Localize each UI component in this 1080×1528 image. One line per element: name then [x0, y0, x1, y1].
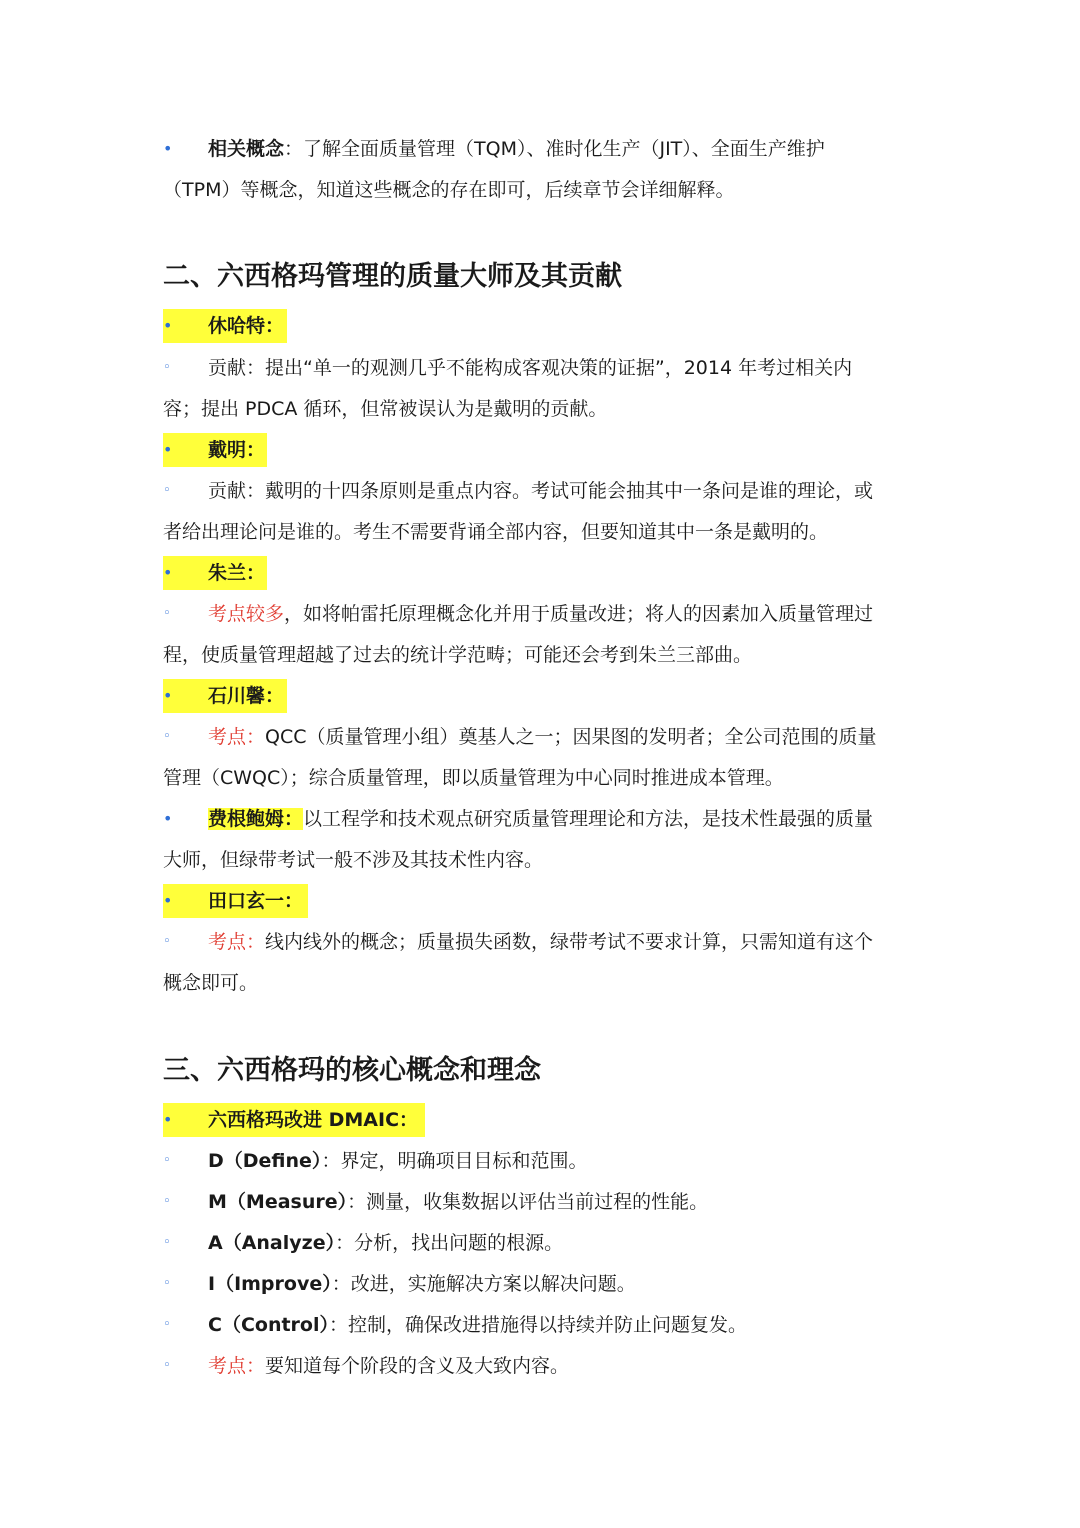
master-name: 休哈特：: [208, 315, 285, 337]
phase-description: ：界定，明确项目目标和范围。: [321, 1150, 588, 1172]
phase-term: C（Control）: [208, 1314, 329, 1336]
contribution-text-continued: 容；提出 PDCA 循环，但常被误认为是戴明的贡献。: [163, 398, 608, 420]
dmaic-title: 六西格玛改进 DMAIC：: [208, 1109, 419, 1131]
bullet-dot: •: [163, 809, 173, 828]
bullet-dot: •: [163, 563, 173, 582]
master-description: 以工程学和技术观点研究质量管理理论和方法，是技术性最强的质量: [303, 808, 874, 830]
bullet-dot: •: [163, 139, 173, 158]
contribution-text: 戴明的十四条原则是重点内容。考试可能会抽其中一条问是谁的理论，或: [265, 480, 874, 502]
bullet-circle: ◦: [163, 1276, 171, 1291]
bullet-dot: •: [163, 891, 173, 910]
section-heading: 三、六西格玛的核心概念和理念: [163, 1055, 541, 1086]
exam-point-label: 考点：: [208, 1355, 266, 1377]
intro-text-continued: （TPM）等概念，知道这些概念的存在即可，后续章节会详细解释。: [163, 179, 735, 201]
bullet-circle: ◦: [163, 606, 171, 621]
exam-point-text: QCC（质量管理小组）奠基人之一；因果图的发明者；全公司范围的质量: [265, 726, 877, 748]
exam-point-text-continued: 管理（CWQC）；综合质量管理，即以质量管理为中心同时推进成本管理。: [163, 767, 784, 789]
exam-point-label: 考点：: [208, 726, 266, 748]
bullet-circle: ◦: [163, 1235, 171, 1250]
master-name: 田口玄一：: [208, 890, 304, 912]
bullet-dot: •: [163, 1110, 173, 1129]
bullet-dot: •: [163, 440, 173, 459]
exam-point-text: 要知道每个阶段的含义及大致内容。: [265, 1355, 570, 1377]
bullet-circle: ◦: [163, 1194, 171, 1209]
master-name: 朱兰：: [208, 562, 266, 584]
contribution-text-continued: 者给出理论问是谁的。考生不需要背诵全部内容，但要知道其中一条是戴明的。: [163, 521, 829, 543]
exam-point-label: 考点：: [208, 931, 266, 953]
bullet-circle: ◦: [163, 729, 171, 744]
phase-term: A（Analyze）: [208, 1232, 336, 1254]
bullet-circle: ◦: [163, 483, 171, 498]
contribution-label: 贡献：: [208, 357, 266, 379]
exam-point-text-continued: 概念即可。: [163, 972, 259, 994]
bullet-dot: •: [163, 686, 173, 705]
contribution-text: 提出“单一的观测几乎不能构成客观决策的证据”，2014 年考过相关内: [265, 357, 853, 379]
section-heading: 二、六西格玛管理的质量大师及其贡献: [163, 261, 622, 292]
bullet-circle: ◦: [163, 1153, 171, 1168]
bullet-circle: ◦: [163, 934, 171, 949]
master-name: 戴明：: [208, 439, 266, 461]
phase-term: M（Measure）: [208, 1191, 348, 1213]
master-name: 费根鲍姆：: [208, 808, 304, 830]
master-description-continued: 大师，但绿带考试一般不涉及其技术性内容。: [163, 849, 544, 871]
bullet-dot: •: [163, 316, 173, 335]
bullet-circle: ◦: [163, 1358, 171, 1373]
phase-description: ：分析，找出问题的根源。: [335, 1232, 564, 1254]
exam-point-text: ，如将帕雷托原理概念化并用于质量改进；将人的因素加入质量管理过: [284, 603, 874, 625]
intro-label: 相关概念: [208, 138, 285, 160]
phase-description: ：测量，收集数据以评估当前过程的性能。: [347, 1191, 709, 1213]
exam-point-text: 线内线外的概念；质量损失函数，绿带考试不要求计算，只需知道有这个: [265, 931, 874, 953]
exam-point-label: 考点较多: [208, 603, 285, 625]
master-name: 石川馨：: [208, 685, 285, 707]
contribution-label: 贡献：: [208, 480, 266, 502]
intro-text: ：了解全面质量管理（TQM）、准时化生产（JIT）、全面生产维护: [284, 138, 825, 160]
phase-description: ：改进，实施解决方案以解决问题。: [331, 1273, 636, 1295]
phase-description: ：控制，确保改进措施得以持续并防止问题复发。: [329, 1314, 748, 1336]
phase-term: I（Improve）: [208, 1273, 332, 1295]
phase-term: D（Define）: [208, 1150, 322, 1172]
bullet-circle: ◦: [163, 360, 171, 375]
bullet-circle: ◦: [163, 1317, 171, 1332]
exam-point-text-continued: 程，使质量管理超越了过去的统计学范畴；可能还会考到朱兰三部曲。: [163, 644, 753, 666]
